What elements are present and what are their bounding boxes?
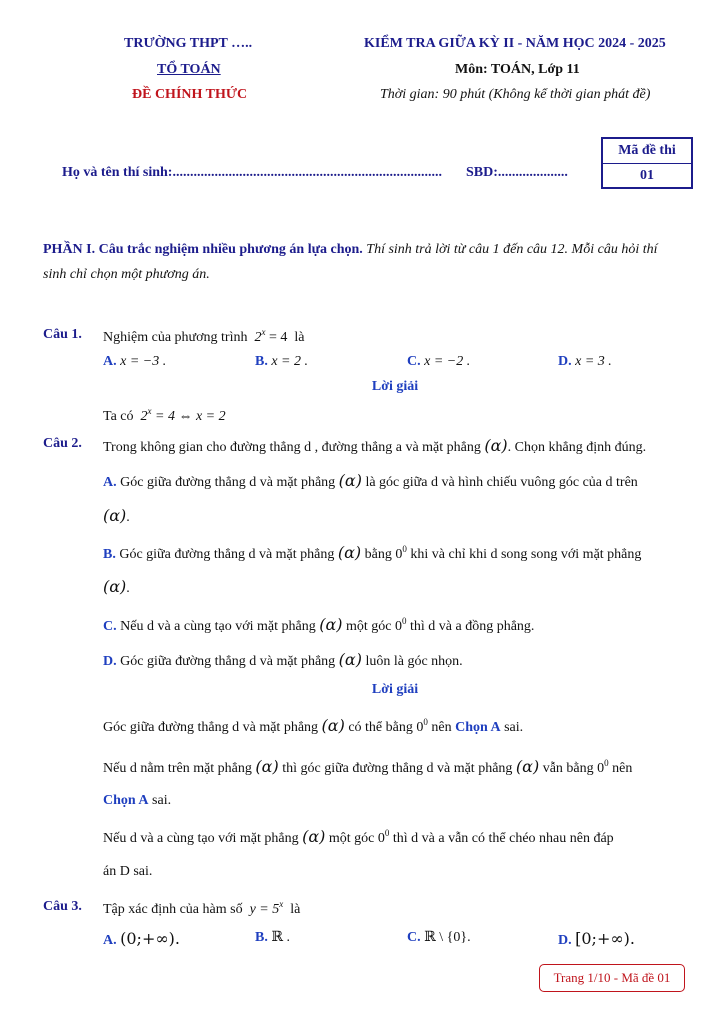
duration-line: Thời gian: 90 phút (Không kể thời gian phát đề): [380, 87, 651, 102]
q2-option-c[interactable]: [103, 615, 534, 635]
alpha-plane: (α): [515, 757, 540, 776]
student-name-field: Họ và tên thí sinh:.............................................................................: [62, 165, 442, 180]
q3-option-d[interactable]: [558, 929, 635, 949]
q2-b-line1: Góc giữa đường thẳng d và mặt phẳng: [119, 547, 335, 562]
q1-option-c[interactable]: [407, 354, 470, 370]
q2-text: Trong không gian cho đường thẳng d , đường thẳng a và mặt phẳng: [103, 440, 481, 455]
q2-sol2-d: nên: [612, 761, 633, 776]
q2-sol1-a: Góc giữa đường thẳng d và mặt phẳng: [103, 720, 319, 735]
q1-eq-base: 2: [254, 330, 262, 345]
q1-stem: [103, 327, 304, 346]
q2-solution-line2-cont: [103, 793, 171, 809]
q2-sol1-d: sai.: [504, 720, 524, 735]
q2-option-a-cont: [103, 506, 130, 526]
exam-code-value: 01: [640, 168, 654, 183]
alpha-plane: (α): [103, 506, 127, 525]
q2-a-line2: .: [126, 510, 130, 525]
q2-sol2-e: sai.: [152, 793, 172, 808]
alpha-plane: (α): [338, 471, 362, 490]
q2-b-line2: .: [126, 581, 130, 596]
q2-stem: [103, 436, 646, 456]
q1-solution: [103, 406, 226, 425]
department: TỔ TOÁN: [157, 62, 221, 77]
q1-sol-base: 2: [140, 409, 148, 424]
q1-c-label: C.: [407, 354, 421, 369]
q3-text: Tập xác định của hàm số: [103, 902, 243, 917]
q1-b-text: x = 2 .: [271, 354, 309, 369]
q2-option-b[interactable]: [103, 543, 641, 563]
q1-label: Câu 1.: [43, 327, 82, 342]
q2-option-b-cont: [103, 577, 130, 597]
zero-degree: $0^0$: [395, 616, 407, 634]
q2-sol3-c: thì d và a vẫn có thể chéo nhau nên đáp: [392, 831, 614, 846]
q3-a-label: A.: [103, 933, 117, 948]
q2-sol2-b: thì góc giữa đường thẳng d và mặt phẳng: [282, 761, 513, 776]
q2-c-text1: Nếu d và a cùng tạo với mặt phẳng: [120, 619, 316, 634]
q2-sol2-choice: Chọn A: [103, 793, 149, 808]
q3-label: Câu 3.: [43, 899, 82, 914]
q1-sol-prefix: Ta có: [103, 409, 134, 424]
q2-sol2-c: vẫn bằng: [542, 761, 594, 776]
q2-c-label: C.: [103, 619, 117, 634]
q2-a-line1: Góc giữa đường thẳng d và mặt phẳng: [120, 475, 336, 490]
q2-sol3-b: một góc: [328, 831, 375, 846]
q1-text-end: là: [294, 330, 305, 345]
q2-d-text2: luôn là góc nhọn.: [365, 654, 463, 669]
q1-solution-title: Lời giải: [371, 379, 419, 394]
q3-d-text: [0;+∞).: [575, 929, 635, 948]
q3-option-a[interactable]: [103, 929, 180, 949]
q2-sol3-a: Nếu d và a cùng tạo với mặt phẳng: [103, 831, 299, 846]
part1-heading: [43, 242, 658, 258]
part1-instruction: Thí sinh trả lời từ câu 1 đến câu 12. Mỗi câu hỏi thí: [366, 242, 658, 257]
q2-solution-line3-cont: án D sai.: [103, 864, 153, 879]
q3-stem: [103, 899, 300, 918]
alpha-plane: (α): [319, 615, 343, 634]
q1-sol-exp: x: [147, 406, 152, 416]
part1-instruction-cont: sinh chỉ chọn một phương án.: [43, 267, 210, 282]
zero-degree: $0^0$: [597, 758, 609, 776]
page-number-badge: Trang 1/10 - Mã đề 01: [539, 964, 685, 992]
q1-b-label: B.: [255, 354, 268, 369]
alpha-plane: (α): [484, 436, 508, 455]
q1-a-label: A.: [103, 354, 117, 369]
q3-fn-exp: x: [279, 899, 284, 909]
q3-option-c[interactable]: [407, 929, 471, 946]
q2-b-label: B.: [103, 547, 116, 562]
q2-solution-title: Lời giải: [371, 682, 419, 697]
q2-d-label: D.: [103, 654, 117, 669]
part1-title: PHẦN I. Câu trắc nghiệm nhiều phương án lựa chọn.: [43, 242, 363, 257]
q3-b-text: ℝ .: [271, 930, 290, 945]
q1-option-b[interactable]: [255, 354, 308, 370]
alpha-plane: (α): [338, 650, 362, 669]
q2-c-text3: thì d và a đồng phẳng.: [410, 619, 535, 634]
q2-b-line1b: bằng: [364, 547, 392, 562]
q2-solution-line3: [103, 827, 614, 847]
q2-label: Câu 2.: [43, 436, 82, 451]
exam-code-label: Mã đề thi: [603, 139, 691, 164]
alpha-plane: (α): [103, 577, 127, 596]
q1-option-d[interactable]: [558, 354, 612, 370]
exam-title: KIỂM TRA GIỮA KỲ II - NĂM HỌC 2024 - 2025: [364, 36, 666, 51]
q2-solution-line2: [103, 757, 632, 777]
q2-d-text1: Góc giữa đường thẳng d và mặt phẳng: [120, 654, 336, 669]
q2-solution-line1: [103, 716, 523, 736]
q2-a-line1b: là góc giữa d và hình chiếu vuông góc của d trên: [365, 475, 638, 490]
q3-c-label: C.: [407, 930, 421, 945]
official-label: ĐỀ CHÍNH THỨC: [132, 87, 248, 102]
q2-sol1-c: nên: [431, 720, 452, 735]
alpha-plane: (α): [302, 827, 326, 846]
q2-text-end: . Chọn khẳng định đúng.: [507, 440, 647, 455]
q3-d-label: D.: [558, 933, 572, 948]
q2-a-label: A.: [103, 475, 117, 490]
alpha-plane: (α): [337, 543, 362, 562]
q1-a-text: x = −3 .: [120, 354, 167, 369]
q2-sol1-b: có thể bằng: [348, 720, 413, 735]
q3-b-label: B.: [255, 930, 268, 945]
q1-d-label: D.: [558, 354, 572, 369]
q1-text: Nghiệm của phương trình: [103, 330, 248, 345]
zero-degree: $0^0$: [377, 828, 390, 846]
sbd-field: SBD:....................: [466, 165, 568, 180]
q3-fn: y = 5: [249, 902, 280, 917]
q1-d-text: x = 3 .: [575, 354, 612, 369]
q3-c-text: ℝ \ {0}.: [424, 930, 471, 945]
q2-c-text2: một góc: [346, 619, 392, 634]
zero-degree: $0^0$: [395, 544, 407, 562]
q3-a-text: (0;+∞).: [120, 929, 180, 948]
exam-code-box: [601, 137, 693, 189]
subject-line: Môn: TOÁN, Lớp 11: [455, 62, 580, 77]
school-name: TRƯỜNG THPT …..: [124, 36, 253, 51]
q1-option-a[interactable]: [103, 354, 166, 370]
q2-sol1-choice: Chọn A: [455, 720, 501, 735]
q3-option-b[interactable]: [255, 929, 290, 946]
q2-option-d[interactable]: [103, 650, 463, 670]
zero-degree: $0^0$: [416, 717, 428, 735]
q2-sol2-a: Nếu d nằm trên mặt phẳng: [103, 761, 252, 776]
q2-b-line1c: khi và chỉ khi d song song với mặt phẳng: [410, 547, 642, 562]
alpha-plane: (α): [321, 716, 345, 735]
q1-sol-rest: = 4 ⇔ x = 2: [151, 409, 226, 424]
q1-eq-exp: x: [261, 327, 266, 337]
q2-option-a[interactable]: [103, 471, 638, 491]
q1-c-text: x = −2 .: [424, 354, 471, 369]
q3-text-end: là: [290, 902, 301, 917]
alpha-plane: (α): [255, 757, 279, 776]
q1-eq-rest: = 4: [265, 330, 288, 345]
